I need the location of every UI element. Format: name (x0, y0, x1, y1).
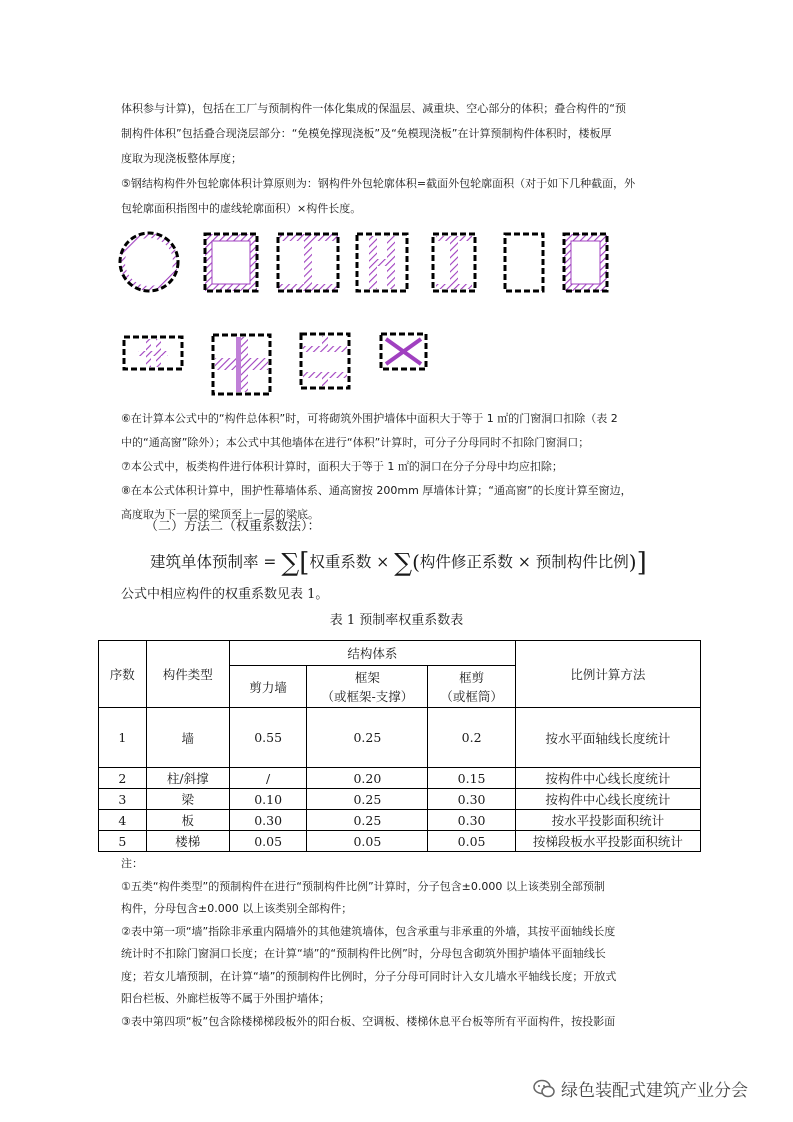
cell-no: 4 (99, 810, 147, 831)
cell-type: 柱/斜撑 (146, 768, 229, 789)
sigma-symbol: ∑ (394, 548, 413, 577)
formula-inner: 构件修正系数 × 预制构件比例 (419, 553, 629, 571)
header-index: 序数 (99, 641, 147, 708)
table-row (99, 810, 701, 831)
box-section (205, 234, 257, 291)
cell-type: 板 (146, 810, 229, 831)
text-line: 度取为现浇板整体厚度； (121, 152, 242, 165)
formula-lhs: 建筑单体预制率 = (150, 553, 277, 571)
header-frame-sub: （或框架-支撑） (321, 688, 414, 704)
header-fs-sub: （或框筒） (440, 688, 503, 704)
header-shear-wall: 剪力墙 (229, 666, 306, 708)
text-line: ⑤钢结构构件外包轮廓体积计算原则为：钢构件外包轮廓体积=截面外包轮廓面积（对于如下几种截面，外 (121, 177, 636, 190)
i-beam-section (278, 234, 338, 291)
text-line: 统计时不扣除门窗洞口长度；在计算“墙”的“预制构件比例”时，分母包含砌筑外围护墙体平面轴线长 (121, 947, 606, 960)
cell-shear: 0.10 (229, 789, 306, 810)
formula-bracket-left: [ (299, 548, 310, 578)
header-frame-shear (428, 666, 515, 708)
cell-no: 3 (99, 789, 147, 810)
watermark-text: 绿色装配式建筑产业分会 (561, 1081, 748, 1101)
table-row (99, 708, 701, 768)
cross-i-section (213, 335, 270, 394)
table-row (99, 831, 701, 852)
circle-tube-section (120, 233, 178, 291)
header-frame (307, 666, 428, 708)
h-section-narrow (433, 234, 475, 291)
notes-label: 注： (121, 857, 143, 870)
cell-method: 按构件中心线长度统计 (515, 789, 700, 810)
cell-no: 1 (99, 708, 147, 768)
cell-type: 梁 (146, 789, 229, 810)
h-section (357, 234, 407, 291)
weight-table (98, 640, 701, 852)
text-line: 构件，分母包含±0.000 以上该类别全部构件； (121, 902, 353, 915)
text-line: ⑥在计算本公式中的“构件总体积”时，可将砌筑外围护墙体中面积大于等于 1 ㎡的门窗洞口扣除（表 2 (121, 412, 618, 425)
cell-shear: 0.30 (229, 810, 306, 831)
cell-fs: 0.30 (428, 810, 515, 831)
section-figure (0, 0, 793, 420)
method-heading: （二）方法二（权重系数法）： (145, 519, 321, 534)
header-type: 构件类型 (146, 641, 229, 708)
cell-fs: 0.15 (428, 768, 515, 789)
table-intro: 公式中相应构件的权重系数见表 1。 (121, 587, 329, 602)
formula-paren-right: ) (628, 550, 637, 574)
cell-fs: 0.05 (428, 831, 515, 852)
watermark (533, 1076, 748, 1101)
formula-bracket-right: ] (636, 548, 647, 578)
text-line: 阳台栏板、外廊栏板等不属于外围护墙体； (121, 992, 330, 1005)
cell-no: 2 (99, 768, 147, 789)
cell-type: 楼梯 (146, 831, 229, 852)
text-line: ②表中第一项“墙”指除非承重内隔墙外的其他建筑墙体，包含承重与非承重的外墙，其按平面轴线长度 (121, 924, 616, 938)
cell-no: 5 (99, 831, 147, 852)
cell-fs: 0.30 (428, 789, 515, 810)
cell-fs: 0.2 (428, 708, 515, 768)
cell-method: 按水平面轴线长度统计 (515, 708, 700, 768)
cell-shear: / (229, 768, 306, 789)
text-line: 包轮廓面积指图中的虚线轮廓面积）×构件长度。 (121, 202, 362, 215)
text-line: ⑧在本公式体积计算中，围护性幕墙体系、通高窗按 200mm 厚墙体计算；“通高窗”的长度计算至窗边， (121, 484, 632, 497)
mid-paragraph (121, 407, 681, 527)
cell-frame: 0.25 (307, 810, 428, 831)
weight-formula (150, 548, 647, 578)
table-row (99, 789, 701, 810)
table-caption: 表 1 预制率权重系数表 (329, 613, 464, 628)
rect-outline-section (505, 234, 543, 291)
text-line: ⑦本公式中，板类构件进行体积计算时，面积大于等于 1 ㎡的洞口在分子分母中均应扣除； (121, 460, 563, 473)
text-line: 度；若女儿墙预制，在计算“墙”的预制构件比例时，分子分母可同时计入女儿墙水平轴线长度；开放式 (121, 969, 617, 983)
cell-shear: 0.55 (229, 708, 306, 768)
cell-method: 按梯段板水平投影面积统计 (515, 831, 700, 852)
notes (121, 853, 681, 1033)
cell-frame: 0.20 (307, 768, 428, 789)
cell-method: 按构件中心线长度统计 (515, 768, 700, 789)
text-line: 高度取为下一层的梁顶至上一层的梁底。 (121, 508, 319, 521)
text-line: 制构件体积”包括叠合现浇层部分：“免模免撑现浇板”及“免模现浇板”在计算预制构件体积时，楼板厚 (121, 127, 612, 140)
header-system: 结构体系 (229, 641, 515, 666)
twin-flange-section (301, 334, 349, 388)
header-frame-main: 框架 (354, 669, 380, 685)
sigma-symbol: ∑ (281, 548, 300, 577)
text-line: ①五类“构件类型”的预制构件在进行“预制构件比例”计算时，分子包含±0.000 以上该类别全部预制 (121, 879, 605, 893)
formula-paren-left: ( (412, 550, 420, 574)
cell-type: 墙 (146, 708, 229, 768)
x-brace-section (381, 334, 426, 369)
header-method: 比例计算方法 (515, 641, 700, 708)
header-fs-main: 框剪 (459, 669, 485, 685)
cell-method: 按水平投影面积统计 (515, 810, 700, 831)
text-line: 体积参与计算)，包括在工厂与预制构件一体化集成的保温层、减重块、空心部分的体积；叠合构件的“预 (121, 102, 626, 115)
table-row (99, 768, 701, 789)
double-i-section (124, 337, 182, 369)
box-filled-section (564, 234, 607, 291)
text-line: 中的“通高窗”除外）；本公式中其他墙体在进行“体积”计算时，可分子分母同时不扣除门窗洞口； (121, 436, 590, 449)
cell-frame: 0.25 (307, 708, 428, 768)
cell-frame: 0.25 (307, 789, 428, 810)
formula-weight: 权重系数 × (309, 553, 390, 571)
cell-frame: 0.05 (307, 831, 428, 852)
cell-shear: 0.05 (229, 831, 306, 852)
text-line: ③表中第四项“板”包含除楼梯梯段板外的阳台板、空调板、楼梯休息平台板等所有平面构件，按投影面 (121, 1014, 616, 1028)
wechat-icon (533, 1079, 555, 1099)
